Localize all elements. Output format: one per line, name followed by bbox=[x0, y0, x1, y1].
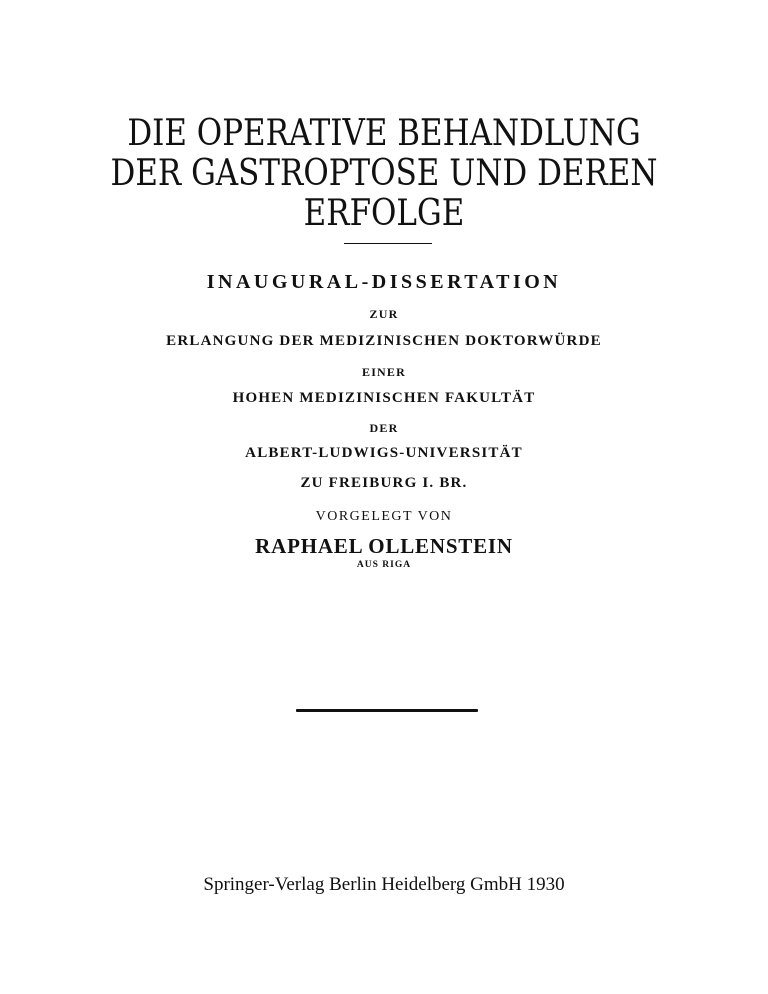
dissertation-label: INAUGURAL-DISSERTATION bbox=[206, 271, 562, 293]
universitaet-label: ALBERT-LUDWIGS-UNIVERSITÄT bbox=[245, 445, 523, 461]
title-line-3: ERFOLGE bbox=[303, 193, 465, 234]
vorgelegt-label: VORGELEGT VON bbox=[315, 509, 453, 524]
fakultaet-label: HOHEN MEDIZINISCHEN FAKULTÄT bbox=[232, 390, 536, 406]
title-line-2: DER GASTROPTOSE UND DEREN bbox=[110, 153, 658, 194]
der-label: DER bbox=[369, 421, 399, 435]
publisher-divider bbox=[296, 709, 478, 712]
ort-label: ZU FREIBURG I. BR. bbox=[300, 475, 468, 491]
title-divider bbox=[344, 243, 432, 244]
author-name: RAPHAEL OLLENSTEIN bbox=[255, 534, 513, 558]
zur-label: ZUR bbox=[369, 307, 399, 321]
publisher-imprint: Springer-Verlag Berlin Heidelberg GmbH 1930 bbox=[203, 874, 565, 895]
erlangung-label: ERLANGUNG DER MEDIZINISCHEN DOKTORWÜRDE bbox=[166, 333, 602, 349]
title-line-1: DIE OPERATIVE BEHANDLUNG bbox=[127, 113, 641, 154]
einer-label: EINER bbox=[361, 365, 406, 379]
author-origin: AUS RIGA bbox=[356, 560, 412, 570]
